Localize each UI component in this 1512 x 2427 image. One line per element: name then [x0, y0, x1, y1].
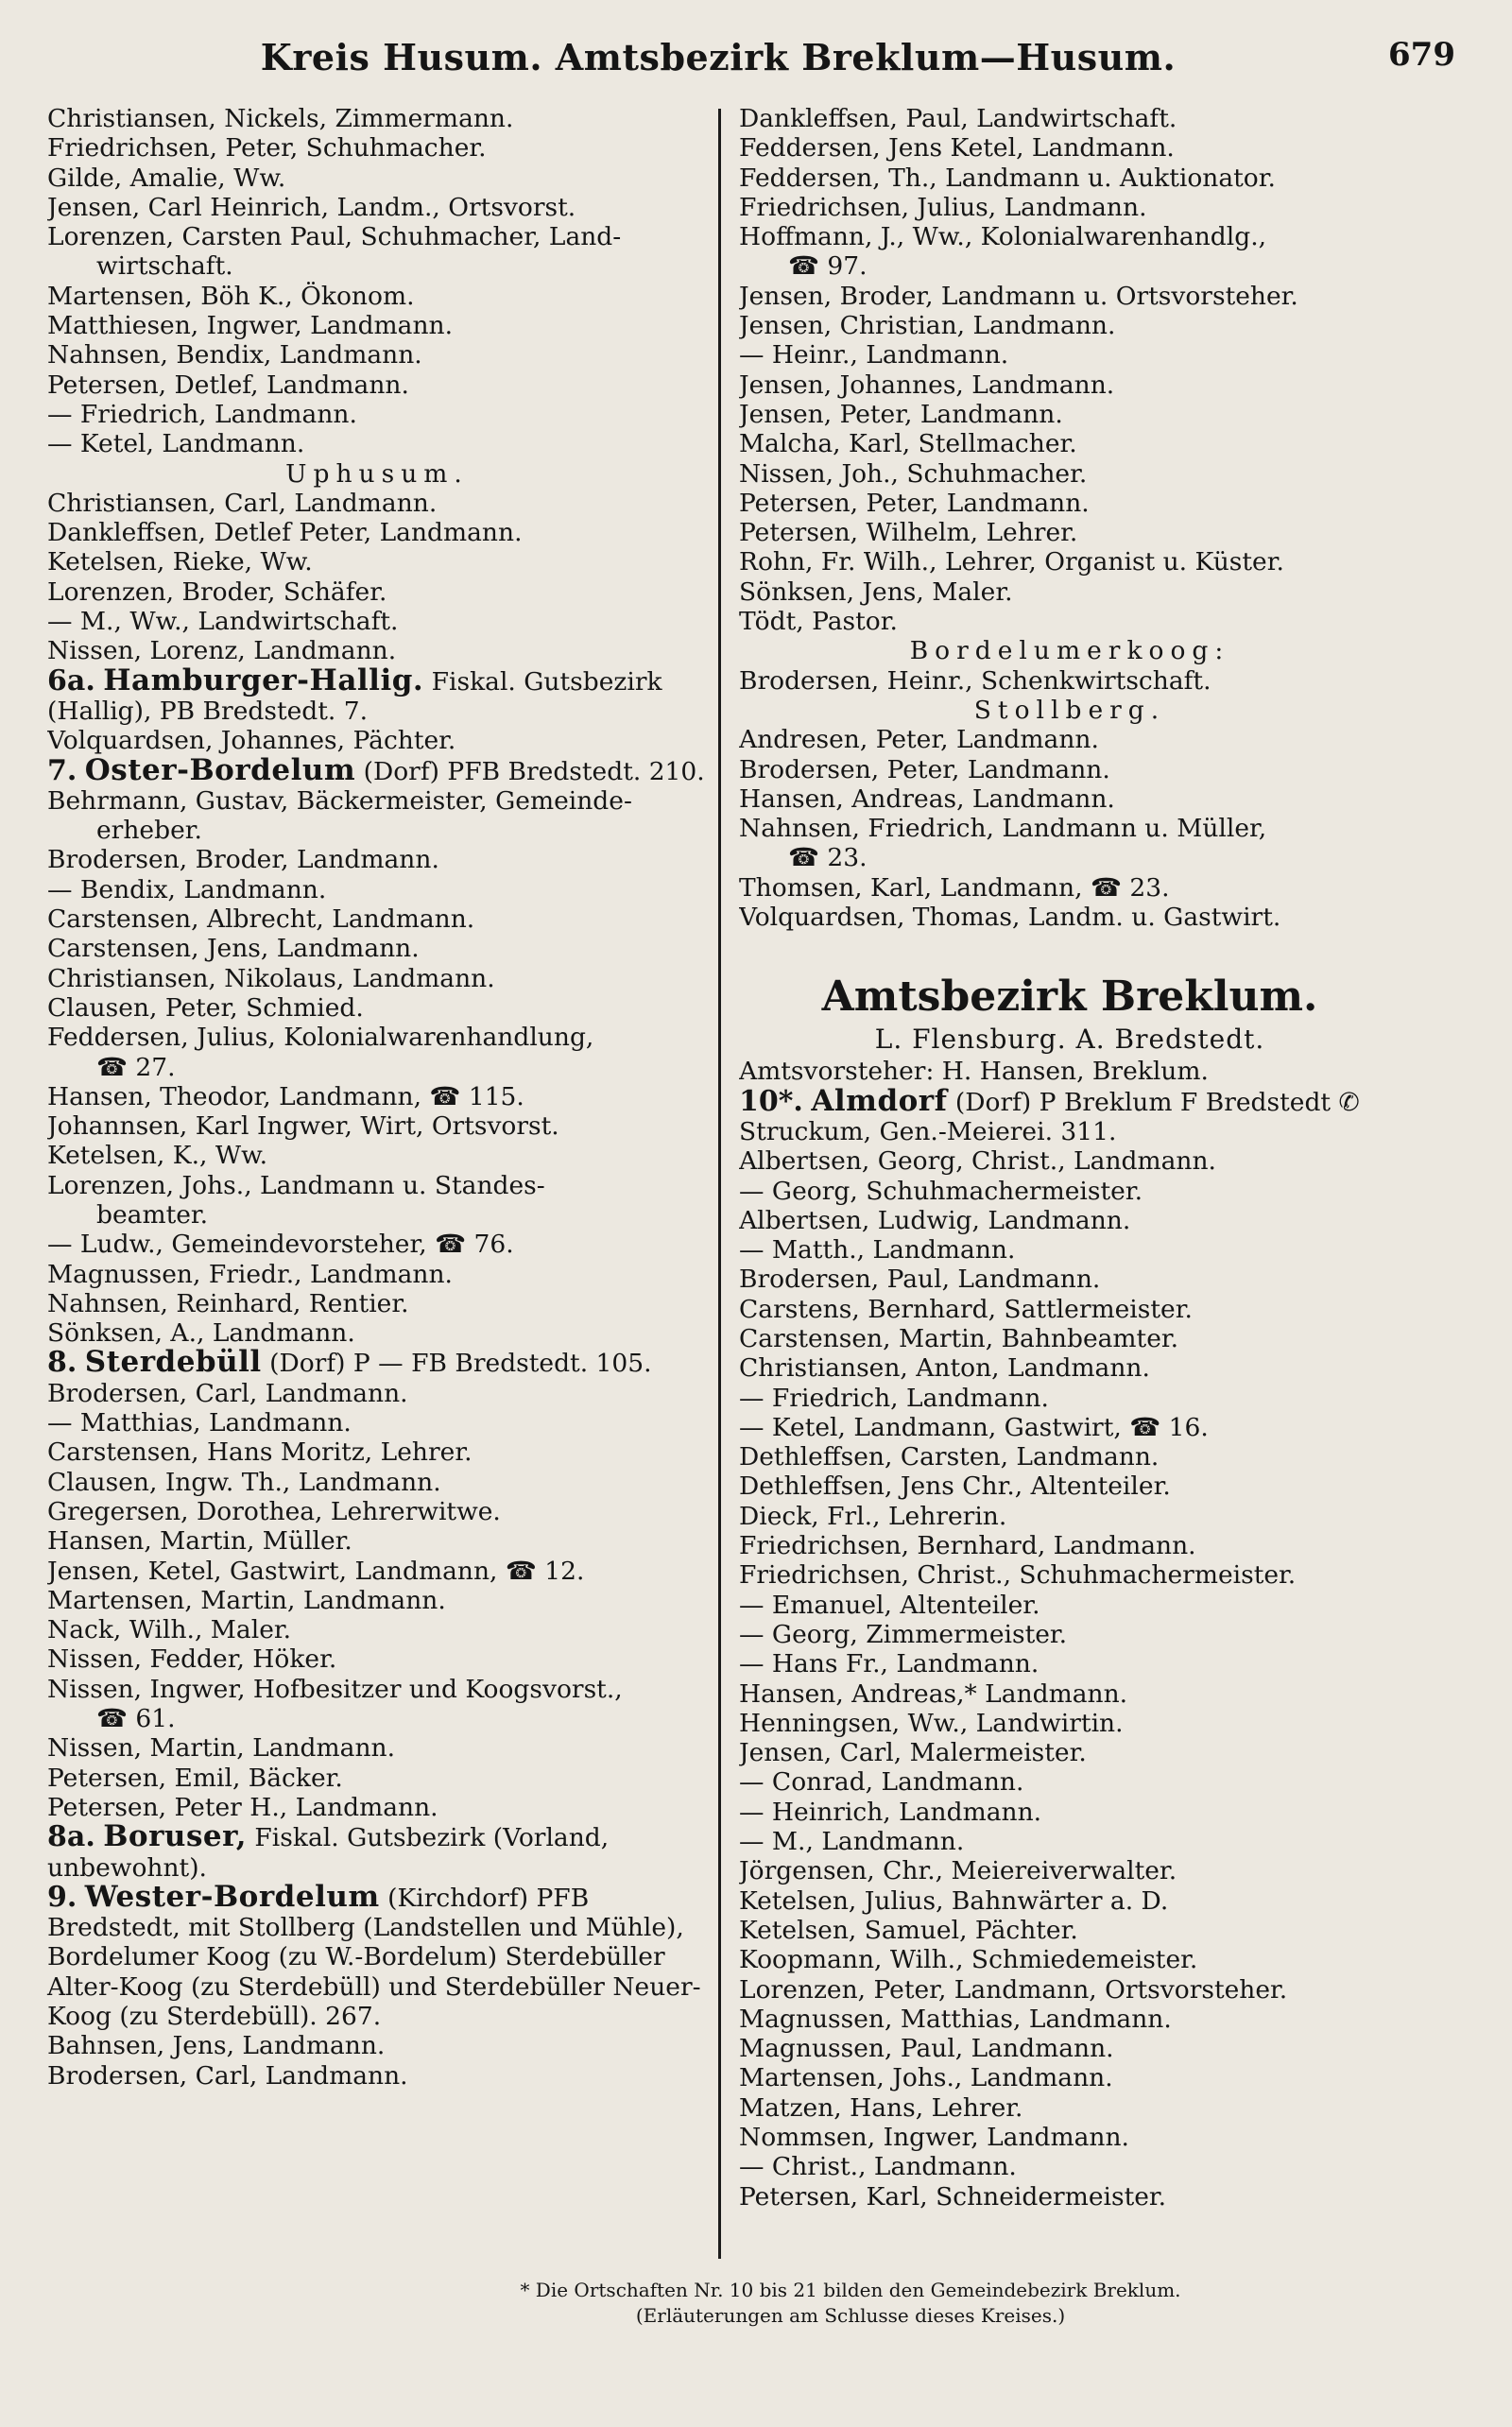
list-item: Volquardsen, Johannes, Pächter. [47, 726, 456, 756]
entry-number: 10*. [739, 1084, 803, 1118]
list-item: — Ludw., Gemeindevorsteher, ☎ 76. [47, 1230, 514, 1260]
list-item-continuation: ☎ 97. [788, 251, 868, 282]
entry-details: (Kirchdorf) PFB Bredstedt, mit Stollberg (Landstellen und Mühle), Bordelumer Koog (zu W.-Bordelum) Sterdebüller Alter-Koog (zu Sterdebüll) und Sterdebüller Neuer-Koog (zu Sterdebüll). 267. [47, 1883, 701, 2031]
list-item: Petersen, Peter, Landmann. [739, 488, 1090, 518]
list-item: Feddersen, Jens Ketel, Landmann. [739, 133, 1175, 164]
page-number: 679 [1388, 36, 1455, 74]
list-item: Nissen, Ingwer, Hofbesitzer und Koogsvorst., [47, 1674, 623, 1704]
entry-name: Oster-Bordelum [84, 752, 356, 787]
list-item: Sönksen, Jens, Maler. [739, 577, 1013, 607]
place-entry-9 [47, 1879, 707, 2031]
list-item: Jensen, Ketel, Gastwirt, Landmann, ☎ 12. [47, 1556, 585, 1586]
place-entry-8a [47, 1819, 707, 1883]
list-item: Brodersen, Paul, Landmann. [739, 1265, 1101, 1295]
list-item: Dankleffsen, Detlef Peter, Landmann. [47, 518, 523, 548]
place-entry-8 [47, 1345, 707, 1380]
list-item: Hansen, Theodor, Landmann, ☎ 115. [47, 1081, 524, 1111]
list-item: Bahnsen, Jens, Landmann. [47, 2031, 386, 2061]
list-item: Hoffmann, J., Ww., Kolonialwarenhandlg., [739, 222, 1267, 252]
list-item: Dieck, Frl., Lehrerin. [739, 1501, 1007, 1531]
amtsvorsteher-line: Amtsvorsteher: H. Hansen, Breklum. [739, 1057, 1209, 1087]
list-item: Lorenzen, Carsten Paul, Schuhmacher, Land- [47, 222, 622, 252]
list-item: — Christ., Landmann. [739, 2152, 1017, 2182]
list-item: Jensen, Johannes, Landmann. [739, 370, 1115, 400]
list-item: Friedrichsen, Julius, Landmann. [739, 192, 1147, 222]
list-item: Jensen, Carl Heinrich, Landm., Ortsvorst. [47, 192, 576, 222]
list-item: Jörgensen, Chr., Meiereiverwalter. [739, 1856, 1177, 1886]
list-item: Magnussen, Matthias, Landmann. [739, 2004, 1172, 2034]
list-item: Malcha, Karl, Stellmacher. [739, 429, 1077, 459]
entry-name: Hamburger-Hallig. [103, 663, 424, 697]
entry-name: Almdorf [811, 1083, 948, 1118]
list-item: Ketelsen, Rieke, Ww. [47, 547, 313, 577]
list-item: Friedrichsen, Christ., Schuhmachermeister. [739, 1560, 1297, 1591]
list-item-continuation: erheber. [96, 816, 202, 846]
list-item: Clausen, Ingw. Th., Landmann. [47, 1467, 441, 1497]
list-item: — Matthias, Landmann. [47, 1408, 352, 1438]
list-item: Matzen, Hans, Lehrer. [739, 2092, 1023, 2123]
list-item: Christiansen, Nickels, Zimmermann. [47, 104, 514, 133]
list-item: Brodersen, Carl, Landmann. [47, 1378, 408, 1408]
list-item: Jensen, Christian, Landmann. [739, 311, 1116, 341]
list-item: Nahnsen, Friedrich, Landmann u. Müller, [739, 814, 1267, 844]
list-item: Feddersen, Julius, Kolonialwarenhandlung, [47, 1023, 594, 1053]
list-item: — Conrad, Landmann. [739, 1767, 1024, 1798]
list-item: Hansen, Andreas,* Landmann. [739, 1678, 1128, 1709]
list-item-continuation: wirtschaft. [96, 251, 233, 282]
entry-name: Sterdebüll [84, 1345, 262, 1380]
list-item: — Georg, Schuhmachermeister. [739, 1176, 1143, 1206]
entry-details: (Dorf) P Breklum F Bredstedt ✆ Struckum, Gen.-Meierei. 311. [739, 1087, 1360, 1146]
list-item: Magnussen, Paul, Landmann. [739, 2034, 1114, 2064]
list-item: Nissen, Fedder, Höker. [47, 1644, 337, 1675]
entry-details: (Dorf) P — FB Bredstedt. 105. [261, 1349, 652, 1379]
list-item: Dankleffsen, Paul, Landwirtschaft. [739, 104, 1177, 133]
place-heading: Uphusum. [285, 458, 469, 489]
list-item: Ketelsen, Julius, Bahnwärter a. D. [739, 1885, 1169, 1916]
column-divider [718, 109, 721, 2259]
list-item: Tödt, Pastor. [739, 607, 898, 637]
list-item: Petersen, Emil, Bäcker. [47, 1763, 343, 1793]
list-item: Christiansen, Carl, Landmann. [47, 488, 438, 518]
list-item: Volquardsen, Thomas, Landm. u. Gastwirt. [739, 903, 1281, 933]
list-item: Nahnsen, Reinhard, Rentier. [47, 1288, 409, 1318]
list-item: Nommsen, Ingwer, Landmann. [739, 2123, 1129, 2152]
entry-details: Fiskal. Gutsbezirk (Vorland, unbewohnt). [47, 1823, 610, 1883]
list-item: Lorenzen, Peter, Landmann, Ortsvorsteher. [739, 1974, 1288, 2005]
list-item: Petersen, Peter H., Landmann. [47, 1792, 438, 1822]
entry-details: (Dorf) PFB Bredstedt. 210. [355, 756, 705, 786]
list-item-continuation: ☎ 23. [788, 843, 868, 873]
list-item: Brodersen, Peter, Landmann. [739, 754, 1110, 784]
entry-number: 8a. [47, 1820, 95, 1854]
list-item: Koopmann, Wilh., Schmiedemeister. [739, 1945, 1198, 1975]
list-item: Jensen, Carl, Malermeister. [739, 1738, 1087, 1768]
list-item: Behrmann, Gustav, Bäckermeister, Gemeinde- [47, 785, 632, 816]
list-item: Jensen, Peter, Landmann. [739, 399, 1063, 429]
list-item: Nissen, Lorenz, Landmann. [47, 636, 397, 666]
list-item: Christiansen, Nikolaus, Landmann. [47, 963, 495, 993]
list-item: Carstens, Bernhard, Sattlermeister. [739, 1294, 1193, 1324]
place-heading: Bordelumerkoog: [909, 636, 1230, 666]
list-item: Hansen, Martin, Müller. [47, 1526, 352, 1557]
list-item: Carstensen, Jens, Landmann. [47, 934, 420, 964]
entry-name: Boruser, [103, 1819, 247, 1854]
list-item: Friedrichsen, Bernhard, Landmann. [739, 1531, 1196, 1561]
list-item: — Heinrich, Landmann. [739, 1797, 1042, 1827]
list-item-continuation: ☎ 61. [96, 1704, 176, 1734]
list-item: Feddersen, Th., Landmann u. Auktionator. [739, 163, 1276, 193]
list-item: Carstensen, Martin, Bahnbeamter. [739, 1323, 1179, 1353]
list-item: Petersen, Karl, Schneidermeister. [739, 2181, 1167, 2212]
list-item: Christiansen, Anton, Landmann. [739, 1353, 1150, 1384]
list-item: Carstensen, Albrecht, Landmann. [47, 904, 475, 935]
list-item: — Georg, Zimmermeister. [739, 1619, 1068, 1649]
entry-number: 6a. [47, 663, 95, 697]
list-item: Gregersen, Dorothea, Lehrerwitwe. [47, 1496, 501, 1526]
section-title: Amtsbezirk Breklum. [821, 973, 1318, 1022]
list-item: Lorenzen, Broder, Schäfer. [47, 577, 387, 607]
place-entry-6a [47, 663, 707, 727]
list-item: Matthiesen, Ingwer, Landmann. [47, 311, 454, 341]
footnote [284, 2278, 1418, 2329]
entry-number: 9. [47, 1880, 77, 1914]
list-item: Nissen, Joh., Schuhmacher. [739, 458, 1088, 489]
list-item: Henningsen, Ww., Landwirtin. [739, 1708, 1124, 1738]
list-item: Brodersen, Carl, Landmann. [47, 2060, 408, 2091]
list-item: Martensen, Böh K., Ökonom. [47, 281, 415, 311]
list-item: Ketelsen, Samuel, Pächter. [739, 1915, 1078, 1945]
list-item: Martensen, Martin, Landmann. [47, 1585, 446, 1615]
page-header: Kreis Husum. Amtsbezirk Breklum—Husum. [260, 36, 1177, 78]
almdorf-resident-list [739, 1146, 1400, 2212]
footnote-line: (Erläuterungen am Schlusse dieses Kreises.) [635, 2304, 1066, 2327]
place-entry-7 [47, 752, 707, 787]
list-item: Lorenzen, Johs., Landmann u. Standes- [47, 1170, 545, 1200]
list-item: Ketelsen, K., Ww. [47, 1141, 268, 1171]
section-subheading: L. Flensburg. A. Bredstedt. [874, 1024, 1265, 1056]
entry-details: Fiskal. Gutsbezirk (Hallig), PB Bredstedt. 7. [47, 666, 662, 726]
list-item: — Friedrich, Landmann. [47, 399, 357, 429]
entry-name: Wester-Bordelum [84, 1879, 380, 1914]
list-item: — M., Ww., Landwirtschaft. [47, 607, 399, 637]
list-item: — Matth., Landmann. [739, 1235, 1016, 1265]
list-item: Jensen, Broder, Landmann u. Ortsvorsteher. [739, 281, 1298, 311]
place-heading: Stollberg. [973, 695, 1166, 725]
list-item: Friedrichsen, Peter, Schuhmacher. [47, 133, 487, 164]
list-item: Magnussen, Friedr., Landmann. [47, 1259, 453, 1289]
entry-number: 8. [47, 1346, 77, 1380]
entry-number: 7. [47, 753, 77, 787]
list-item: — Friedrich, Landmann. [739, 1383, 1049, 1413]
list-item: — Emanuel, Altenteiler. [739, 1590, 1040, 1620]
place-entry-10 [739, 1083, 1400, 1147]
list-item: — Hans Fr., Landmann. [739, 1649, 1040, 1679]
list-item: Nahnsen, Bendix, Landmann. [47, 340, 422, 370]
list-item: — Bendix, Landmann. [47, 874, 327, 904]
footnote-line: * Die Ortschaften Nr. 10 bis 21 bilden den Gemeindebezirk Breklum. [520, 2279, 1181, 2301]
list-item: — Ketel, Landmann, Gastwirt, ☎ 16. [739, 1412, 1209, 1442]
list-item: — M., Landmann. [739, 1827, 965, 1857]
list-item: Clausen, Peter, Schmied. [47, 992, 364, 1023]
list-item: Brodersen, Heinr., Schenkwirtschaft. [739, 665, 1211, 696]
list-item: Petersen, Wilhelm, Lehrer. [739, 518, 1078, 548]
list-item: Thomsen, Karl, Landmann, ☎ 23. [739, 872, 1170, 903]
list-item: Dethleffsen, Jens Chr., Altenteiler. [739, 1472, 1171, 1502]
list-item: Carstensen, Hans Moritz, Lehrer. [47, 1437, 472, 1468]
list-item: Rohn, Fr. Wilh., Lehrer, Organist u. Küster. [739, 547, 1284, 577]
list-item: Hansen, Andreas, Landmann. [739, 783, 1115, 814]
left-column [47, 104, 707, 2091]
list-item: Nissen, Martin, Landmann. [47, 1733, 396, 1764]
list-item: Albertsen, Ludwig, Landmann. [739, 1205, 1131, 1235]
list-item: Gilde, Amalie, Ww. [47, 163, 286, 193]
list-item: Dethleffsen, Carsten, Landmann. [739, 1442, 1160, 1472]
list-item: Nack, Wilh., Maler. [47, 1615, 292, 1645]
list-item: — Ketel, Landmann. [47, 429, 305, 459]
list-item: — Heinr., Landmann. [739, 340, 1009, 370]
list-item-continuation: beamter. [96, 1199, 209, 1230]
list-item: Johannsen, Karl Ingwer, Wirt, Ortsvorst. [47, 1111, 559, 1142]
list-item: Martensen, Johs., Landmann. [739, 2063, 1113, 2093]
list-item: Sönksen, A., Landmann. [47, 1318, 355, 1349]
list-item-continuation: ☎ 27. [96, 1052, 176, 1082]
list-item: Brodersen, Broder, Landmann. [47, 845, 439, 875]
list-item: Petersen, Detlef, Landmann. [47, 370, 409, 400]
list-item: Albertsen, Georg, Christ., Landmann. [739, 1146, 1216, 1177]
list-item: Andresen, Peter, Landmann. [739, 725, 1099, 755]
right-column [739, 104, 1400, 2212]
